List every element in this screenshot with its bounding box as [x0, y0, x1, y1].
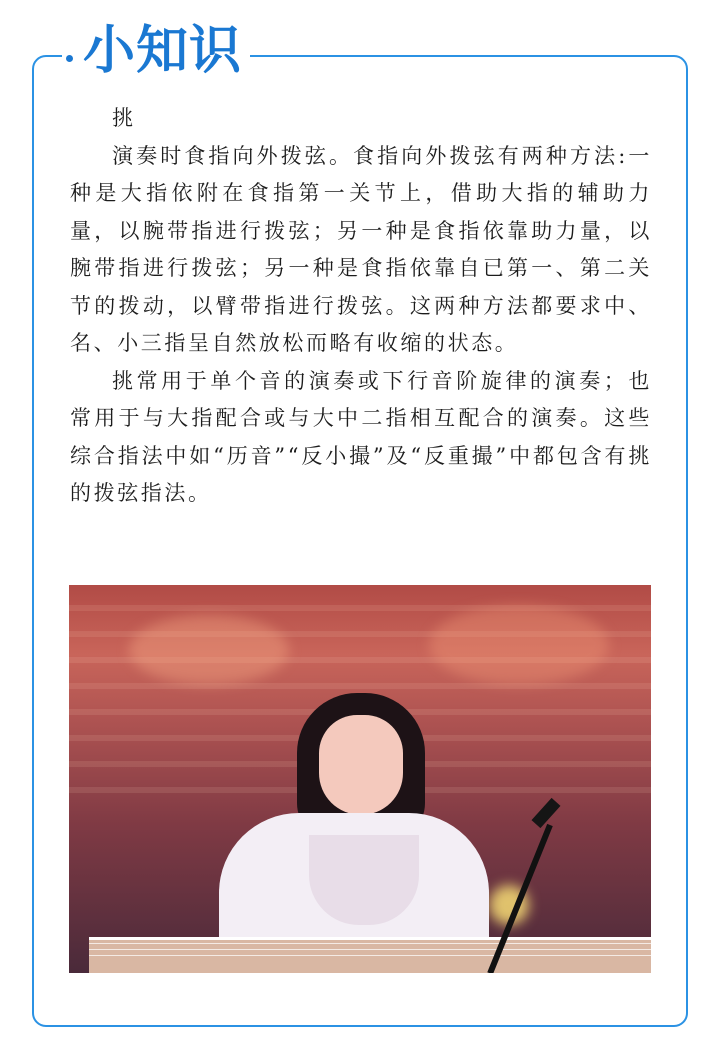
section-title-block: [62, 16, 250, 86]
stage-light-glow: [129, 615, 289, 685]
article-heading: 挑: [112, 106, 136, 130]
dress-embroidery: [309, 835, 419, 925]
section-title: 小知识: [83, 21, 243, 81]
guzheng-string: [89, 955, 651, 956]
backdrop-stripe: [69, 683, 651, 689]
article-paragraph-1: 演奏时食指向外拨弦。食指向外拨弦有两种方法:一种是大指依附在食指第一关节上，借助大指的辅助力量，以腕带指进行拨弦；另一种是食指依靠助力量，以腕带指进行拨弦；另一种是食指依靠自已第一、第二关节的拨动，以臂带指进行拨弦。这两种方法都要求中、名、小三指呈自然放松而略有收缩的状态。: [70, 143, 652, 355]
article-body: [70, 100, 652, 513]
performer-face: [319, 715, 403, 815]
guzheng-string: [89, 949, 651, 950]
guzheng-performer-photo: [69, 585, 651, 973]
title-bullet-dot: [66, 55, 73, 62]
guzheng-string: [89, 943, 651, 944]
stage-light-glow: [429, 605, 609, 685]
article-paragraph-2: 挑常用于单个音的演奏或下行音阶旋律的演奏；也常用于与大指配合或与大中二指相互配合的演奏。这些综合指法中如“历音”“反小撮”及“反重撮”中都包含有挑的拨弦指法。: [70, 368, 652, 505]
